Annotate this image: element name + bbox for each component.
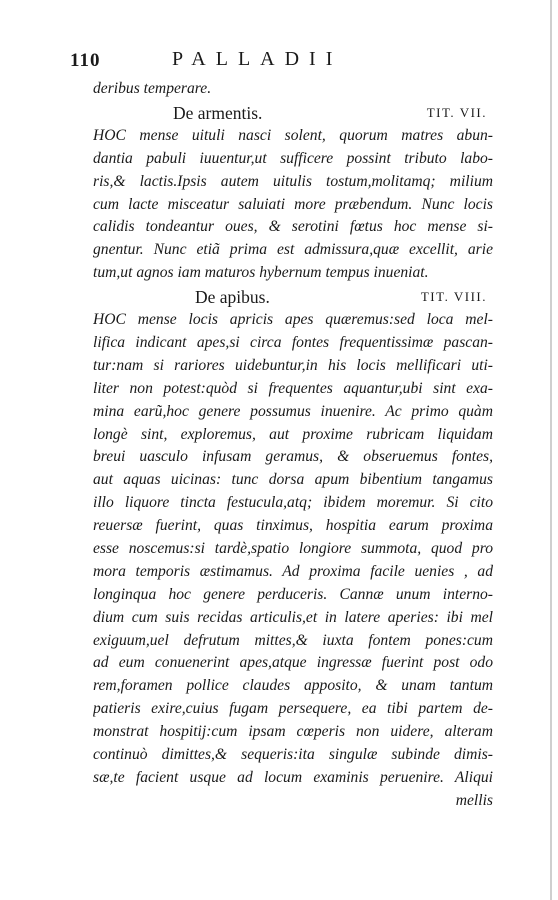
text-line: gnentur. Nunc etiã prima est admissura,quæ excellit, arie <box>93 241 493 259</box>
text-line: rem,foramen pollice claudes apposito, & unam tantum <box>93 677 493 695</box>
text-line: mora temporis æstimamus. Ad proxima facile uenies , ad <box>93 562 493 580</box>
text-line: sæ,te facient usque ad locum examinis peruenire. Aliqui <box>93 768 493 786</box>
text-line: cum lacte misceatur saluiati more præbendum. Nunc locis <box>93 195 493 213</box>
text-line: exiguum,uel defrutum mittes,& iuxta fontem pones:cum <box>93 631 493 649</box>
page-number: 110 <box>70 50 101 71</box>
page-edge-divider <box>550 0 552 900</box>
running-head: PALLADII <box>172 48 343 70</box>
section-title: De apibus. <box>195 287 270 308</box>
text-line: longè sint, exploremus, aut proxime rubricam liquidam <box>93 425 493 443</box>
section-heading <box>93 285 493 309</box>
text-line: ad eum conuenerint apes,atque ingressæ fuerint post odo <box>93 654 493 672</box>
section-number: TIT. VIII. <box>420 289 487 305</box>
text-line: deribus temperare. <box>93 80 212 97</box>
text-line: HOC mense locis apricis apes quæremus:sed loca mel- <box>93 311 493 329</box>
text-line: tum,ut agnos iam maturos hybernum tempus inueniat. <box>93 264 429 282</box>
text-line: HOC mense uituli nasci solent, quorum matres abun- <box>93 126 493 144</box>
text-line: aut aquas uicinas: tunc dorsa apum bibentium tangamus <box>93 471 493 489</box>
text-line: esse noscemus:si tardè,spatio longiore summota, quod pro <box>93 540 493 558</box>
catchword: mellis <box>455 791 493 809</box>
text-line: dantia pabuli iuuentur,ut sufficere possint tributo labo- <box>93 149 493 167</box>
body-text <box>93 78 493 813</box>
page-header <box>0 50 558 78</box>
text-line: mina earũ,hoc genere possumus inuenire. Ac primo quàm <box>93 402 493 420</box>
text-line: illo liquore tincta festucula,atq; ibidem moremur. Si cito <box>93 494 493 512</box>
text-line: liter non potest:quòd si frequentes aquantur,ubi sint exa- <box>93 379 493 397</box>
text-line: longinqua hoc genere perduceris. Cannæ unum interno- <box>93 585 493 603</box>
text-line: continuò dimittes,& sequeris:ita singulæ subinde dimis- <box>93 746 493 764</box>
text-line: dium cum suis recidas articulis,et in latere aperies: ibi mel <box>93 608 493 626</box>
text-line: patieris exire,cuius fugam persequere, ea tibi partem de- <box>93 700 493 718</box>
text-line: monstrat hospitij:cum ipsam cœperis non uidere, alteram <box>93 723 493 741</box>
text-line: tur:nam si rariores uidebuntur,in his locis mellificari uti- <box>93 356 493 374</box>
text-line: ris,& lactis.Ipsis autem uitulis tostum,molitamq; milium <box>93 172 493 190</box>
section-title: De armentis. <box>173 102 263 123</box>
text-line: breui uasculo infusam geramus, & obseruemus fontes, <box>93 448 493 466</box>
section-heading <box>93 101 493 125</box>
text-line: lifica indicant apes,si circa fontes frequentissimæ pascan- <box>93 334 493 352</box>
text-line: reuersæ fuerint, quas tinximus, hospitia earum proxima <box>93 517 493 535</box>
text-line: calidis tondeantur oues, & serotini fœtus hoc mense si- <box>93 218 493 236</box>
section-number: TIT. VII. <box>426 104 487 120</box>
